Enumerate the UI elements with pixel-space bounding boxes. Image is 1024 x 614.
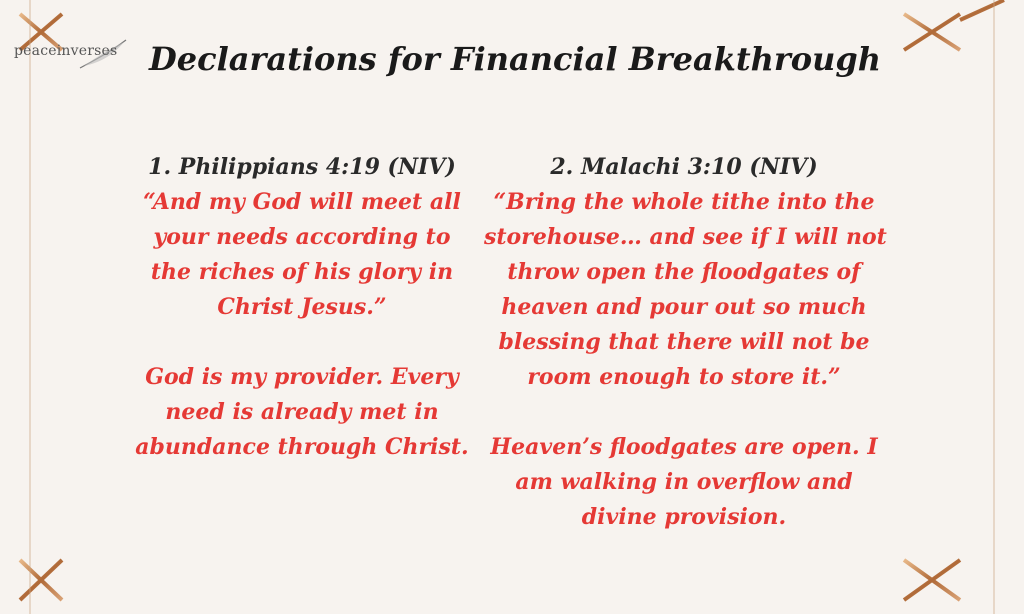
quote-line: “Bring the whole tithe into the — [493, 189, 875, 215]
quote-line: storehouse… and see if I will not — [484, 224, 887, 250]
verse-reference: 1. Philippians 4:19 (NIV) — [148, 154, 456, 180]
verse-column-left — [118, 150, 486, 465]
quote-line: room enough to store it.” — [527, 364, 841, 390]
declaration-line: abundance through Christ. — [135, 434, 469, 460]
declaration-line: divine provision. — [581, 504, 787, 530]
declaration-line: God is my provider. Every — [145, 364, 459, 390]
declaration-line: need is already met in — [165, 399, 439, 425]
declaration-line: am walking in overflow and — [515, 469, 853, 495]
quote-line: blessing that there will not be — [498, 329, 870, 355]
quote-line: Christ Jesus.” — [217, 294, 387, 320]
verse-column-right — [484, 150, 887, 535]
declaration-text — [118, 360, 486, 465]
quote-line: your needs according to — [153, 224, 451, 250]
quote-line: the riches of his glory in — [150, 259, 454, 285]
brand-logo — [10, 34, 130, 74]
declaration-line: Heaven’s floodgates are open. I — [490, 434, 878, 460]
verse-quote — [484, 185, 887, 395]
quote-line: heaven and pour out so much — [501, 294, 867, 320]
verse-quote — [118, 185, 486, 325]
quote-line: throw open the floodgates of — [507, 259, 861, 285]
brand-logo-text: peaceinverses — [14, 43, 118, 59]
quote-line: “And my God will meet all — [143, 189, 461, 215]
declaration-text — [484, 430, 884, 535]
verse-reference: 2. Malachi 3:10 (NIV) — [550, 154, 818, 180]
page-title: Declarations for Financial Breakthrough — [148, 40, 882, 78]
